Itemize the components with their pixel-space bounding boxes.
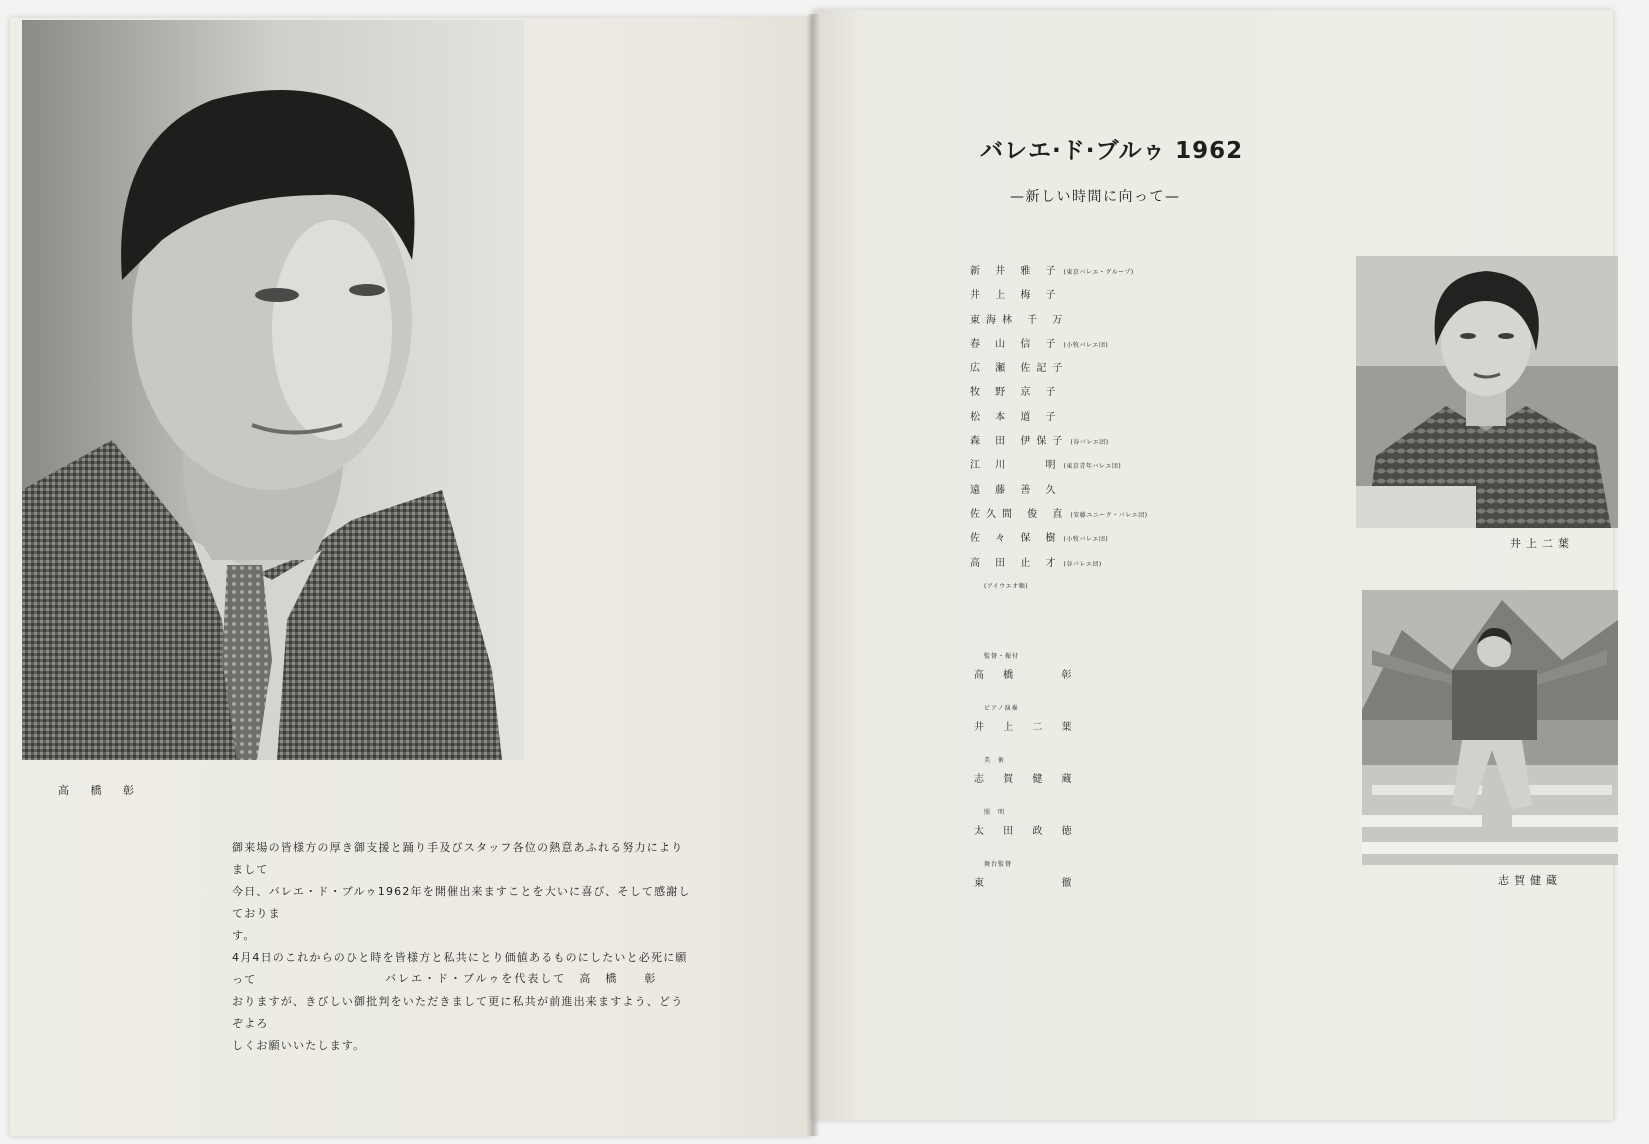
pianist-photo-caption: 井上二葉: [1510, 537, 1574, 550]
cast-name: 松 本 道 子: [970, 411, 1062, 423]
portrait-photo: [22, 20, 524, 760]
message-line: 御来場の皆様方の厚き御支援と踊り手及びスタッフ各位の熱意あふれる努力によりまして: [232, 841, 684, 876]
cast-affiliation: (安藤ユニーク・バレエ団): [1070, 511, 1148, 519]
message-line: おりますが、きびしい御批判をいただきまして更に私共が前進出来ますよう、どうぞよろ: [232, 995, 684, 1030]
cast-item: [970, 359, 1148, 383]
staff-role: 監督・振付: [984, 653, 1020, 660]
cast-name: 新 井 雅 子: [970, 266, 1062, 277]
staff-name: 高 橋 彰: [974, 670, 1080, 681]
message-line: す。: [232, 929, 256, 942]
cast-item: [970, 456, 1148, 480]
staff-credit-director: [974, 651, 1080, 681]
cast-affiliation: (谷バレエ団): [1063, 560, 1102, 568]
message-line: 4月4日のこれからのひと時を皆様方と私共にとり価値あるものにしたいと必死に願って: [232, 951, 688, 986]
portrait-image: [22, 20, 524, 760]
staff-role: 照 明: [984, 809, 1006, 816]
staff-credit-lighting: [974, 807, 1080, 837]
portrait-caption: 高 橋 彰: [58, 784, 143, 797]
staff-name: 太 田 政 徳: [974, 826, 1080, 837]
cast-name: 佐久間 俊 直: [970, 508, 1069, 520]
artist-photo-caption: 志賀健蔵: [1498, 874, 1562, 887]
cast-affiliation: (東京バレエ・グループ): [1063, 269, 1134, 276]
cast-item: [970, 432, 1148, 456]
message-line: 今日、バレエ・ド・ブルゥ1962年を開催出来ますことを大いに喜び、そして感謝しておりま: [232, 885, 691, 920]
cast-item: [970, 335, 1148, 359]
cast-name: 春 山 信 子: [970, 338, 1062, 350]
cast-affiliation: (小牧バレエ団): [1063, 536, 1109, 544]
cast-item: [970, 529, 1148, 553]
artist-photo: [1362, 590, 1618, 865]
staff-role: 美 術: [984, 757, 1006, 764]
staff-credit-piano: [974, 703, 1080, 733]
cast-item: [970, 481, 1148, 505]
cast-item: [970, 311, 1148, 335]
cast-name: 井 上 梅 子: [970, 290, 1062, 302]
right-page: [813, 10, 1613, 1120]
staff-name: 志 賀 健 蔵: [974, 774, 1080, 785]
cast-name: 佐 々 保 樹: [970, 533, 1062, 545]
cast-affiliation: (谷バレエ団): [1070, 439, 1109, 447]
staff-role: 舞台監督: [984, 861, 1013, 868]
cast-name: 広 瀬 佐記子: [970, 363, 1069, 375]
cast-name: 遠 藤 善 久: [970, 484, 1062, 496]
page-gutter: [806, 14, 820, 1136]
greeting-message: [232, 837, 692, 1057]
staff-credit-art: [974, 755, 1080, 785]
cast-item: [970, 505, 1148, 529]
cast-item: [970, 262, 1148, 286]
cast-list: [970, 262, 1148, 578]
cast-name: 森 田 伊保子: [970, 436, 1069, 448]
cast-name: 牧 野 京 子: [970, 387, 1062, 399]
staff-credit-stage-manager: [974, 859, 1080, 889]
cast-name: 東海林 千 万: [970, 314, 1069, 326]
pianist-image: [1356, 256, 1618, 528]
cast-item: [970, 383, 1148, 407]
staff-role: ピアノ演奏: [984, 705, 1019, 712]
pianist-photo: [1356, 256, 1618, 528]
program-title: バレエ·ド·ブルゥ 1962: [980, 138, 1244, 164]
cast-item: [970, 286, 1148, 310]
cast-name: 高 田 止 才: [970, 557, 1062, 569]
message-signature: バレエ・ド・ブルゥを代表して 高 橋 彰: [385, 972, 658, 985]
cast-affiliation: (東京青年バレエ団): [1063, 463, 1122, 471]
artist-image: [1362, 590, 1618, 865]
cast-item: [970, 408, 1148, 432]
staff-name: 井 上 二 葉: [974, 722, 1080, 733]
message-line: しくお願いいたします。: [232, 1039, 366, 1052]
staff-name: 東 徹: [974, 878, 1080, 889]
program-subtitle: —新しい時間に向って—: [1010, 189, 1181, 205]
cast-item: [970, 554, 1148, 578]
cast-order-note: (アイウエオ順): [984, 583, 1029, 590]
cast-name: 江 川 明: [970, 460, 1062, 472]
cast-affiliation: (小牧バレエ団): [1063, 341, 1109, 349]
